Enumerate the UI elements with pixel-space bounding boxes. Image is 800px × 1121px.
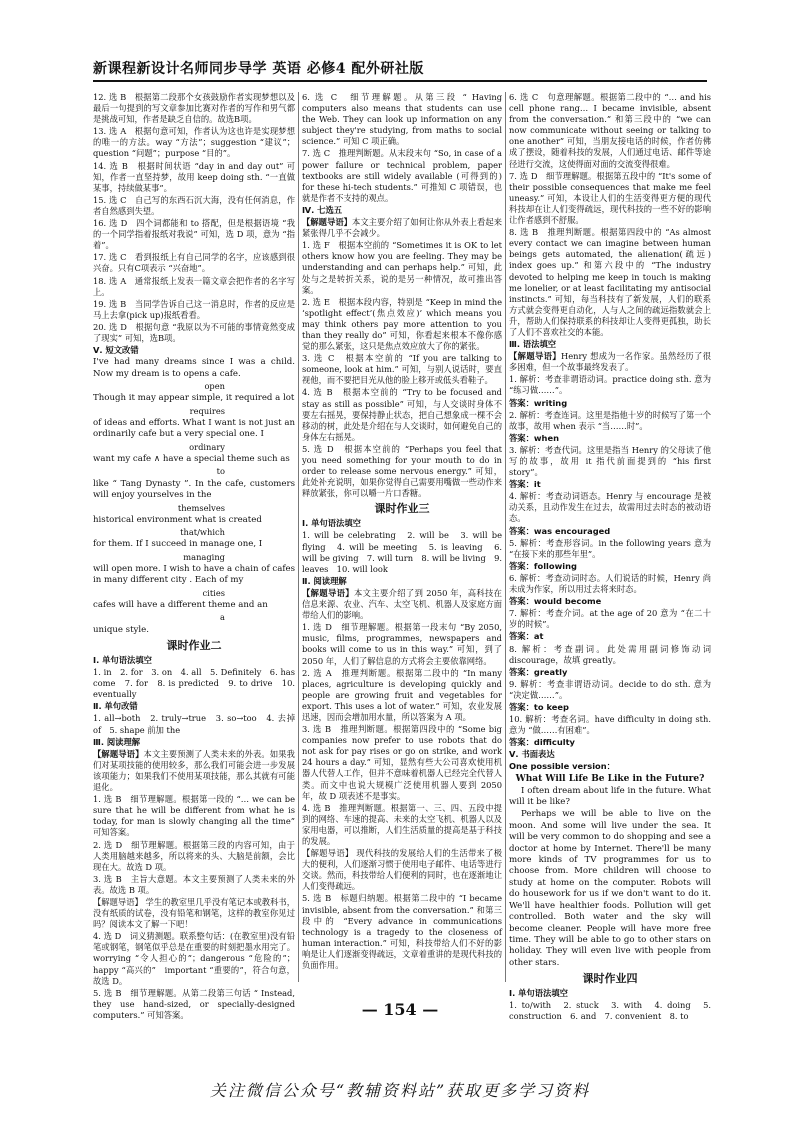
correction-line: cafes will have a different theme and an	[93, 599, 268, 610]
answer-item: 15. 选 C 自己写的东西石沉大海，没有任何消息，作者自然感到失望。	[93, 194, 295, 216]
correction-word: open	[204, 381, 225, 392]
column-2	[302, 92, 502, 982]
answer-item: 7. 选 D 细节理解题。根据第五段中的 “It's some of their possible consequences that make me feel uneasy.” 可知，本设让人们的生活变得更方便的现代科技却在让人们变得疏远，现代科技的一些不好的影响让作者感到不舒服。	[509, 170, 711, 226]
section-heading: Ⅴ. 书面表达	[509, 749, 555, 760]
guide-text: 本文主要介绍了到 2050 年，高科技在信息来源、农业、汽车、太空飞机、机器人及家庭方面带给人们的影响。	[302, 587, 502, 621]
correction-line: of ideas and efforts. What I want is not just an ordinarily cafe but a very special one. I	[93, 417, 295, 440]
guide-label: 【解题导语】	[302, 217, 353, 228]
answer-key: 答案：it	[509, 479, 541, 490]
answer-item: 5. 选 D 根据本空前的 “Perhaps you feel that you need something for your mouth to do in order to release some nervous energy.” 可知，此处补充说明，如果你觉得自己需要用嘴做一些动作来释放紧张，你可以嚼一片口香糖。	[302, 443, 502, 499]
correction-word: ordinary	[189, 441, 225, 452]
guide-paragraph: 【解题导语】 学生的教室里几乎没有笔记本或教科书，没有纸质的试卷，没有铅笔和钢笔，这样的教室你见过吗？阅读本文了解一下吧！	[93, 896, 295, 930]
answer-item: 1. to/with 2. stuck 3. with 4. doing 5. construction 6. and 7. convenient 8. to	[509, 1000, 711, 1022]
answer-item: 5. 选 B 细节理解题。从第二段第三句话 “ Instead, they use hand-sized, or specially-designed computers.” 可知答案。	[93, 987, 295, 1020]
answer-item: 1. 选 D 细节理解题。根据第一段末句 “By 2050, music, films, programmes, newspapers and books will come to us in this way.” 可知，到了 2050 年，人们了解信息的方式将会主要依靠网络。	[302, 622, 502, 666]
page-header: 新课程新设计名师同步导学 英语 必修4 配外研社版	[93, 61, 424, 77]
header-rule	[93, 80, 707, 82]
guide-paragraph	[302, 588, 502, 621]
correction-word: themselves	[177, 502, 225, 513]
answer-item: 12. 选 B 根据第二段那个女孩鼓励作者实现梦想以及最后一句提到的写文章参加比赛对作者的写作和男气都是挑战可知，作者是缺乏自信的。故选B项。	[93, 92, 295, 125]
section-heading: Ⅴ. 短文改错	[93, 345, 139, 356]
answer-item: 1. will be celebrating 2. will be 3. will be flying 4. will be meeting 5. is leaving 6. will be giving 7. will turn 8. will be living 9. leaves 10. will look	[302, 530, 502, 574]
correction-line: like “ Tang Dynasty ”. In the cafe, customers will enjoy yourselves in the	[93, 478, 295, 501]
answer-key: 答案：writing	[509, 397, 568, 408]
answer-item: 4. 解析：考查动词语态。Henry 与 encourage 是被动关系，且动作发生在过去，故需用过去时态的被动语态。	[509, 491, 711, 524]
correction-word: cities	[202, 587, 225, 598]
answer-item: 16. 选 D 四个词都能和 to 搭配，但是根据语境 “我的一个同学指着报纸对我说” 可知，选 D 项，意为 “指着”。	[93, 218, 295, 251]
section-heading: Ⅲ. 语法填空	[509, 339, 557, 350]
footer-note: 关注微信公众号“教辅资料站”获取更多学习资料	[209, 1081, 591, 1100]
guide-label: 【解题导语】	[509, 351, 561, 362]
answer-item: 5. 解析：考查形容词。in the following years 意为 “在接下来的那些年里”。	[509, 537, 711, 559]
answer-item: 9. 解析：考查非谓语动词。decide to do sth. 意为 “决定做……”。	[509, 678, 711, 700]
answer-item: 20. 选 D 根据句意 “我原以为不可能的事情竟然变成了现实” 可知，选B项。	[93, 321, 295, 343]
guide-text: 本文主要预测了人类未来的外表。如果我们对某项技能的使用较多，那么我们可能会进一步发展该项能力；如果我们不使用某项技能，那么其就有可能退化。	[93, 748, 295, 793]
answer-item: 8. 选 B 推理判断题。根据第四段中的 “As almost every contact we can imagine between human beings gets automated, the alienation(疏远) index goes up.” 和第六段中的 “The industry devoted to helping me keep in touch is making me lonelier, or at least facilitating my antisocial instincts.” 可知，每当科技有了新发展，人们的联系方式就会变得更自动化，人与人之间的疏远指数就会上升，帮助人们保持联系的科技却让人变得更孤独，助长了人们不喜欢社交的本能。	[509, 227, 711, 337]
answer-item: 7. 选 C 推理判断题。从末段末句 “So, in case of a power failure or technical problem, paper textbooks are still widely available (可得到的) for these hi-tech students.” 可推知 C 项错误，也就是作者不支持的观点。	[302, 148, 502, 203]
answer-item: 4. 选 B 推理判断题。根据第一、三、四、五段中提到的网络、车速的提高、未来的太空飞机、机器人以及家用电器，可以推断，人们生活质量的提高是基于科技的发展。	[302, 802, 502, 846]
assignment-title: 课时作业二	[166, 639, 222, 652]
answer-item: 14. 选 B 根据时间状语 “day in and day out” 可知，作者一直坚持梦，故用 keep doing sth. “一直做某事，持续做某事”。	[93, 160, 295, 193]
correction-line: will open more. I wish to have a chain of cafes in many different city . Each of my	[93, 563, 295, 586]
column-divider	[298, 92, 299, 982]
section-heading: Ⅰ. 单句语法填空	[302, 518, 361, 529]
correction-line: historical environment what is created	[93, 514, 262, 525]
answer-key: 答案：when	[509, 432, 559, 443]
answer-item: 4. 选 B 根据本空前的 “Try to be focused and stay as still as possible” 可知，与人交谈时身体不要左右摇晃，要保持静止状态，把自己想象成一棵不会移动的树，此处是介绍在与人交谈时，如何避免自己的身体左右摇晃。	[302, 387, 502, 442]
section-heading: Ⅳ. 七选五	[302, 204, 343, 215]
answer-item: 1. in 2. for 3. on 4. all 5. Definitely 6. has come 7. for 8. is predicted 9. to drive 10. eventually	[93, 667, 295, 700]
answer-key: 答案：difficulty	[509, 737, 575, 748]
answer-key: 答案：was encouraged	[509, 525, 611, 536]
guide-paragraph	[302, 217, 502, 239]
answer-item: 3. 解析：考查代词。这里是指当 Henry 的父母读了他写的故事，故用 it 指代前面提到的 “his first story”。	[509, 444, 711, 478]
answer-item: 1. 选 B 细节理解题。根据第一段的 “… we can be sure that he will be different from what he is today, for man is slowly changing all the time” 可知答案。	[93, 794, 295, 838]
answer-item: 10. 解析：考查名词。have difficulty in doing sth. 意为 “做……有困难”。	[509, 714, 711, 736]
answer-item: 6. 选 C 句意理解题。根据第二段中的 “… and his cell phone rang… I became invisible, absent from the conversation.” 和第三段中的 “we can now communicate without seeing or talking to one another” 可知，当朋友接电话的时候，作者仿佛成了摆设，随着科技的发展，人们通过电话、邮件等途径进行交流，这使得面对面的交流变得很难。	[509, 92, 711, 169]
essay-version-label: One possible version：	[509, 761, 615, 772]
section-heading: Ⅱ. 单句改错	[93, 701, 138, 712]
guide-text: 本文主要介绍了如何让你从外表上看起来紧张得几乎不会减少。	[302, 217, 502, 239]
answer-item: 1. all→both 2. truly→true 3. so→too 4. 去掉 of 5. shape 前加 the	[93, 713, 295, 735]
answer-key: 答案：would become	[509, 596, 602, 607]
answer-item: 13. 选 A 根据句意可知，作者认为这也许是实现梦想的唯一的方法。way “方法”；suggestion “建议”；question “问题”；purpose “目的”。	[93, 126, 295, 159]
correction-word: managing	[183, 551, 225, 562]
answer-item: 3. 选 B 推理判断题。根据第四段中的 “Some big companies now prefer to use robots that do not ask for pay rises or go on strike, and work 24 hours a day.” 可知，显然有些大公司喜欢使用机器人代替人工作，但并不意味着机器人已经完全代替人类。而文中也说大规模广泛使用机器人要到 2050 年，故 D 项表述不是事实。	[302, 724, 502, 801]
column-divider	[505, 92, 506, 982]
correction-line: Though it may appear simple, it required a lot	[93, 393, 295, 404]
answer-item: 2. 选 D 细节理解题。根据第三段的内容可知，由于人类用脑越来越多，所以将来的头、大脑是前额，会比现在大。故选 D 项。	[93, 839, 295, 872]
correction-line: unique style.	[93, 624, 149, 635]
correction-line: I've had many dreams since I was a child. Now my dream is to opens a cafe.	[93, 357, 295, 379]
answer-item: 7. 解析：考查介词。at the age of 20 意为 “在二十岁的时候”。	[509, 608, 711, 630]
answer-item: 17. 选 C 看到报纸上有自己同学的名字，应该感到很兴奋。只有C项表示 “兴奋地”。	[93, 252, 295, 274]
column-3	[509, 92, 711, 1022]
answer-item: 8. 解析：考查副词。此处需用副词修饰动词 discourage，故填 greatly。	[509, 643, 711, 665]
guide-paragraph	[93, 749, 295, 793]
answer-key: 答案：at	[509, 631, 544, 642]
answer-item: 6. 选 C 细节理解题。从第三段 “ Having computers also means that students can use the Web. They can look up information on any subject they're studying, from maths to social science.” 可知 C 项正确。	[302, 92, 502, 147]
guide-paragraph: 【解题导语】 现代科技的发展给人们的生活带来了极大的便利，人们逐渐习惯于使用电子邮件、电话等进行交谈。然而，科技带给人们便利的同时，也在逐渐地让人们变得疏远。	[302, 848, 502, 892]
section-heading: Ⅲ. 阅读理解	[93, 736, 141, 747]
essay-paragraph: I often dream about life in the future. What will it be like?	[509, 785, 711, 808]
guide-paragraph	[509, 351, 711, 373]
answer-item: 4. 选 D 词义猜测题。联系整句话：(在教室里)没有铅笔或钢笔，钢笔似乎总是在重要的时刻把墨水用完了。worrying “令人担心的”；dangerous “危险的”；happy “高兴的” important “重要的”，符合句意，故选 D。	[93, 931, 295, 986]
answer-item: 1. 解析：考查非谓语动词。practice doing sth. 意为 “练习做……”。	[509, 374, 711, 396]
correction-word: requires	[189, 405, 225, 416]
section-heading: Ⅰ. 单句语法填空	[93, 655, 152, 665]
guide-label: 【解题导语】	[302, 587, 354, 598]
guide-label: 【解题导语】	[93, 748, 144, 759]
guide-text: Henry 想成为一名作家。虽然经历了很多困难，但一个故事最终发表了。	[509, 351, 711, 373]
answer-item: 19. 选 B 当同学告诉自己这一消息时，作者的反应是马上去拿(pick up)报纸看看。	[93, 298, 295, 320]
answer-item: 18. 选 A 通常报纸上发表一篇文章会把作者的名字写上。	[93, 275, 295, 297]
correction-line: want my cafe ∧ have a special theme such as	[93, 453, 290, 464]
section-heading: Ⅰ. 单句语法填空	[509, 988, 568, 999]
answer-item: 1. 选 F 根据本空前的 “Sometimes it is OK to let others know how you are feeling. They may be understanding and can perhaps help.” 可知，此处与之是转折关系，说的是另一种情况，故可推出答案。	[302, 240, 502, 295]
answer-item: 6. 解析：考查动词时态。人们说话的时候，Henry 尚未成为作家，所以用过去将来时态。	[509, 572, 711, 595]
answer-key: 答案：to keep	[509, 701, 569, 712]
answer-key: 答案：following	[509, 560, 577, 571]
correction-word: a	[220, 612, 225, 623]
answer-item: 3. 选 B 主旨大意题。本文主要预测了人类未来的外表。故选 B 项。	[93, 873, 295, 895]
answer-item: 5. 选 B 标题归纳题。根据第二段中的 “I became invisible, absent from the conversation.” 和第三段中的 “Every advance in communications technology is a tragedy to the closeness of human interaction.” 可知，科技带给人们不好的影响是让人们逐渐变得疏远，文章着重讲的是现代科技的负面作用。	[302, 893, 502, 971]
correction-word: to	[216, 466, 225, 477]
assignment-title: 课时作业三	[374, 502, 430, 516]
correction-word: that/which	[180, 527, 225, 538]
assignment-title: 课时作业四	[582, 972, 638, 986]
answer-item: 2. 解析：考查连词。这里是指他十岁的时候写了第一个故事，故用 when 表示 “当……时”。	[509, 409, 711, 431]
answer-item: 2. 选 A 推理判断题。根据第二段中的 “In many places, agriculture is developing quickly and people are growing fruit and vegetables for export. This uses a lot of water.” 可知，农业发展迅速，因而会增加用水量，所以答案为 A 项。	[302, 667, 502, 722]
correction-line: for them. If I succeed in manage one, I	[93, 539, 263, 550]
answer-item: 2. 选 E 根据本段内容，特别是 “Keep in mind the ‘spotlight effect’(焦点效应)’ which means you may think others pay more attention to you than they really do” 可知，你看起来根本不像你感觉的那么紧张，这只是焦点效应放大了你的紧张。	[302, 296, 502, 352]
essay-paragraph: Perhaps we will be able to live on the moon. And some will live under the sea. It will be very common to do shopping and see a doctor at home by Internet. There'll be many more kinds of TV programmes for us to choose from. More children will choose to study at home on the computer. Robots will do housework for us if we don't want to do it. We'll have healthier foods. Pollution will get controlled. Both water and the sky will become cleaner. People will have more free time. They will be able to go to other stars on holiday. They will even live with people from other stars.	[509, 809, 711, 968]
answer-item: 3. 选 C 根据本空前的 “If you are talking to someone, look at him.” 可知，与别人说话时，要直视他，而不要把目光从他的脸上移开或低头看鞋子。	[302, 353, 502, 386]
column-1	[93, 92, 295, 1020]
page-number: — 154 —	[361, 1000, 439, 1019]
section-heading: Ⅱ. 阅读理解	[302, 575, 347, 586]
essay-title: What Will Life Be Like in the Future?	[515, 773, 705, 784]
answer-key: 答案：greatly	[509, 666, 568, 677]
